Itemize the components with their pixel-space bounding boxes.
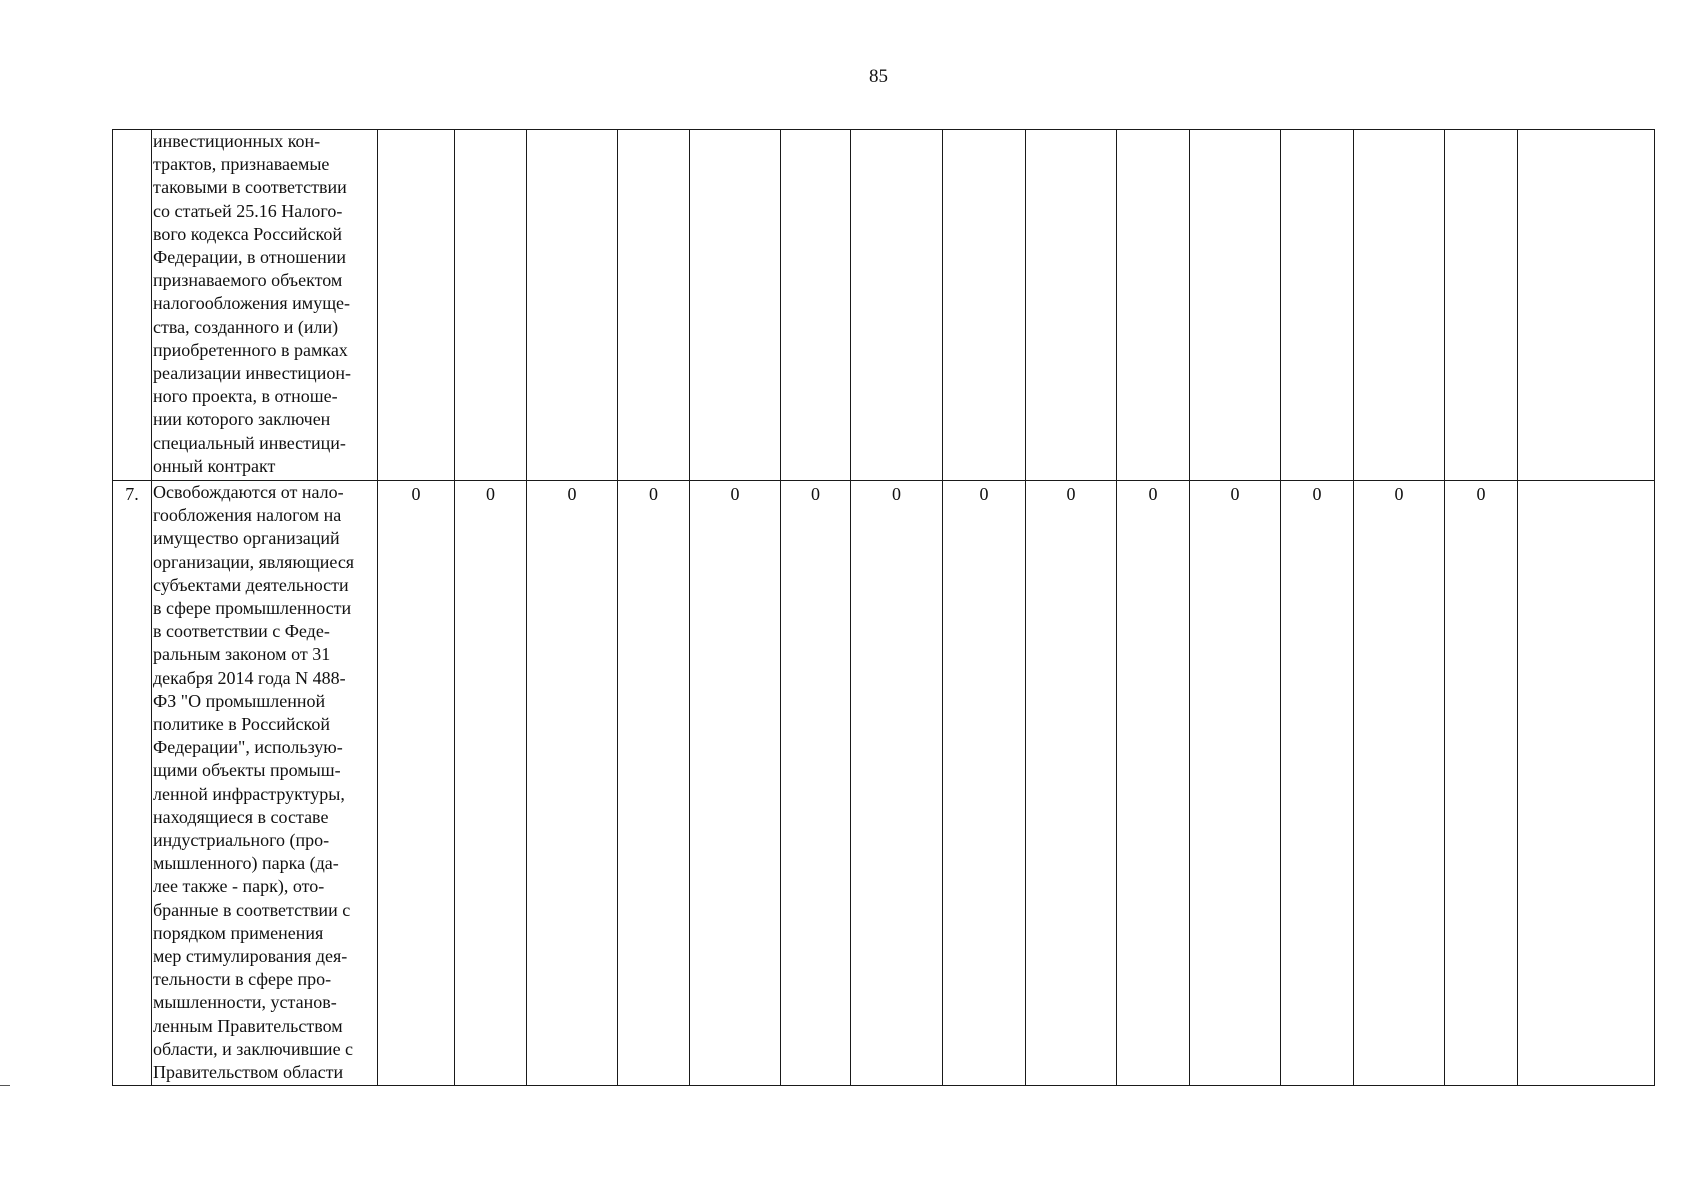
- description-line: в сфере промышленности: [153, 598, 352, 619]
- value-cell: 0: [943, 481, 1026, 1086]
- description-line: порядком применения: [153, 922, 324, 943]
- description-line: тельности в сфере про-: [153, 969, 332, 990]
- description-line: Освобождаются от нало-: [153, 482, 344, 502]
- data-table: [112, 129, 1655, 1086]
- value-cell: [781, 130, 851, 481]
- value-cell: [1026, 130, 1117, 481]
- value-cell: 0: [378, 481, 455, 1086]
- row-number-cell: 7.: [113, 481, 152, 1086]
- description-line: ленным Правительством: [153, 1015, 343, 1036]
- value-cell: 0: [1026, 481, 1117, 1086]
- row-description-cell: [152, 481, 378, 1086]
- description-line: организации, являющиеся: [153, 551, 355, 572]
- description-line: мер стимулирования дея-: [153, 946, 348, 967]
- description-line: реализации инвестицион-: [153, 363, 351, 384]
- value-cell: 0: [618, 481, 690, 1086]
- value-cell: [851, 130, 943, 481]
- page-number: 85: [869, 66, 888, 87]
- row-description-cell: [152, 130, 378, 481]
- description-line: мышленного) парка (да-: [153, 853, 339, 874]
- description-line: нии которого заключен: [153, 409, 331, 430]
- description-line: Правительством области: [153, 1062, 344, 1083]
- table-row: [113, 130, 1655, 481]
- description-line: инвестиционных кон-: [153, 131, 321, 151]
- description-line: субъектами деятельности: [153, 574, 349, 595]
- description-line: специальный инвестици-: [153, 432, 346, 453]
- description-line: щими объекты промыш-: [153, 760, 341, 781]
- description-line: в соответствии с Феде-: [153, 621, 330, 642]
- description-line: гообложения налогом на: [153, 505, 342, 526]
- value-cell: 0: [455, 481, 527, 1086]
- value-cell: 0: [1190, 481, 1281, 1086]
- value-cell: [1518, 481, 1655, 1086]
- description-line: вого кодекса Российской: [153, 223, 342, 244]
- value-cell: [1518, 130, 1655, 481]
- description-line: Федерации, в отношении: [153, 247, 347, 268]
- description-line: онный контракт: [153, 455, 276, 476]
- value-cell: 0: [1281, 481, 1354, 1086]
- description-line: находящиеся в составе: [153, 806, 329, 827]
- description-line: декабря 2014 года N 488-: [153, 667, 346, 688]
- description-line: признаваемого объектом: [153, 270, 343, 291]
- value-cell: [943, 130, 1026, 481]
- value-cell: [1281, 130, 1354, 481]
- description-line: политике в Российской: [153, 714, 331, 735]
- description-line: ленной инфраструктуры,: [153, 783, 345, 804]
- value-cell: [1117, 130, 1190, 481]
- value-cell: 0: [1445, 481, 1518, 1086]
- description-line: лее также - парк), ото-: [153, 876, 325, 897]
- value-cell: [1190, 130, 1281, 481]
- value-cell: 0: [1117, 481, 1190, 1086]
- value-cell: 0: [690, 481, 781, 1086]
- description-line: ного проекта, в отноше-: [153, 386, 338, 407]
- description-line: трактов, признаваемые: [153, 154, 330, 175]
- description-line: Федерации", использую-: [153, 737, 343, 758]
- description-line: ства, созданного и (или): [153, 316, 339, 337]
- description-line: ФЗ "О промышленной: [153, 690, 326, 711]
- scan-edge-mark: [0, 1085, 10, 1086]
- description-line: индустриального (про-: [153, 830, 330, 851]
- value-cell: 0: [851, 481, 943, 1086]
- value-cell: [690, 130, 781, 481]
- table-row: [113, 481, 1655, 1086]
- description-line: ральным законом от 31: [153, 644, 331, 665]
- description-line: приобретенного в рамках: [153, 339, 348, 360]
- description-line: налогообложения имуще-: [153, 293, 351, 314]
- row-number-cell: [113, 130, 152, 481]
- value-cell: 0: [1354, 481, 1445, 1086]
- value-cell: [378, 130, 455, 481]
- value-cell: 0: [781, 481, 851, 1086]
- value-cell: [1354, 130, 1445, 481]
- value-cell: [527, 130, 618, 481]
- description-line: со статьей 25.16 Налого-: [153, 200, 343, 221]
- description-line: мышленности, установ-: [153, 992, 337, 1013]
- value-cell: [1445, 130, 1518, 481]
- description-line: области, и заключившие с: [153, 1038, 354, 1059]
- description-line: таковыми в соответствии: [153, 177, 347, 198]
- value-cell: [455, 130, 527, 481]
- value-cell: [618, 130, 690, 481]
- description-line: бранные в соответствии с: [153, 899, 351, 920]
- value-cell: 0: [527, 481, 618, 1086]
- description-line: имущество организаций: [153, 528, 340, 549]
